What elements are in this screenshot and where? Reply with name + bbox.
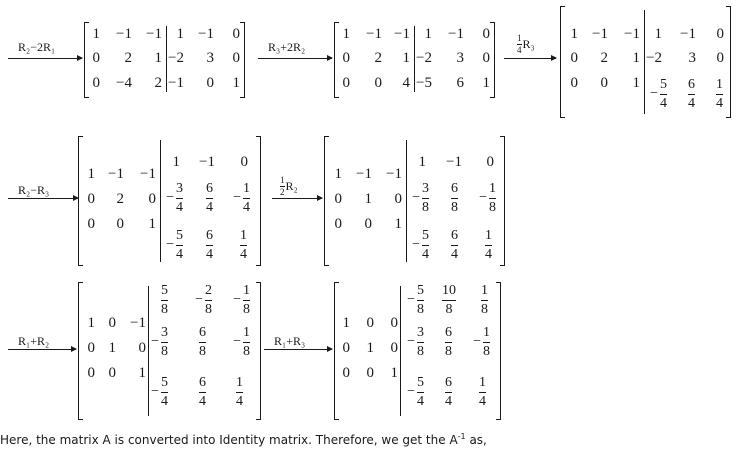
fraction-entry: − 5 4 bbox=[650, 76, 667, 111]
fraction-entry: − 5 4 bbox=[407, 374, 424, 409]
matrix-entry: 0 bbox=[390, 315, 398, 331]
matrix-entry: −1 bbox=[394, 26, 410, 42]
matrix-entry: 1 bbox=[87, 166, 95, 182]
fraction-entry: − 1 8 bbox=[473, 324, 490, 359]
matrix-entry: −1 bbox=[168, 75, 184, 91]
matrix-entry: 1 bbox=[176, 26, 184, 42]
row-operation-label: R₂−R₃ bbox=[18, 183, 50, 197]
row-operation-label: 1 4 R₃ bbox=[517, 33, 535, 55]
matrix-entry: 1 bbox=[92, 26, 100, 42]
arrow-icon bbox=[258, 58, 332, 59]
matrix-entry: −1 bbox=[448, 26, 464, 42]
matrix-entry: 3 bbox=[688, 50, 696, 66]
row-operation-label: R₂−2R₁ bbox=[18, 40, 56, 54]
matrix-entry: 4 bbox=[402, 75, 410, 91]
matrix-entry: −1 bbox=[130, 315, 146, 331]
row-operation-label: 1 2 R₂ bbox=[280, 175, 298, 197]
matrix-entry: 2 bbox=[154, 75, 162, 91]
fraction-entry: 6 8 bbox=[199, 324, 206, 359]
fraction-entry: − 1 8 bbox=[233, 282, 250, 317]
matrix-entry: −1 bbox=[198, 26, 214, 42]
fraction-entry: − 3 4 bbox=[166, 180, 183, 215]
matrix-entry: 0 bbox=[87, 340, 95, 356]
matrix-entry: 1 bbox=[632, 50, 640, 66]
matrix-entry: 0 bbox=[116, 216, 124, 232]
matrix-entry: 1 bbox=[148, 216, 156, 232]
matrix-entry: 0 bbox=[366, 315, 374, 331]
fraction-entry: − 5 8 bbox=[407, 282, 424, 317]
matrix-entry: 0 bbox=[87, 191, 95, 207]
fraction-entry: 6 8 bbox=[451, 180, 458, 215]
matrix-entry: 0 bbox=[366, 365, 374, 381]
fraction-entry: 1 4 bbox=[485, 227, 492, 262]
arrow-icon bbox=[8, 349, 76, 350]
matrix-entry: 2 bbox=[116, 191, 124, 207]
matrix-entry: 0 bbox=[600, 75, 608, 91]
matrix-entry: −2 bbox=[646, 50, 662, 66]
matrix-entry: 0 bbox=[342, 50, 350, 66]
matrix-entry: 0 bbox=[716, 26, 724, 42]
matrix-entry: −1 bbox=[446, 154, 462, 170]
fraction-entry: − 3 8 bbox=[151, 324, 168, 359]
matrix-entry: 0 bbox=[390, 340, 398, 356]
fraction-entry: 6 4 bbox=[206, 180, 213, 215]
matrix-entry: −2 bbox=[168, 50, 184, 66]
fraction-entry: 5 8 bbox=[161, 282, 168, 317]
matrix-entry: 0 bbox=[334, 216, 342, 232]
matrix-entry: 1 bbox=[654, 26, 662, 42]
matrix-entry: 1 bbox=[138, 365, 146, 381]
matrix-entry: −1 bbox=[592, 26, 608, 42]
matrix-entry: 2 bbox=[124, 50, 132, 66]
matrix-entry: −1 bbox=[680, 26, 696, 42]
matrix-entry: 0 bbox=[374, 75, 382, 91]
matrix-entry: −1 bbox=[624, 26, 640, 42]
matrix-entry: 1 bbox=[482, 75, 490, 91]
matrix-entry: 0 bbox=[364, 216, 372, 232]
matrix-entry: 1 bbox=[418, 154, 426, 170]
matrix-entry: 3 bbox=[206, 50, 214, 66]
matrix-entry: 1 bbox=[394, 216, 402, 232]
matrix-entry: 0 bbox=[570, 75, 578, 91]
matrix-entry: 1 bbox=[154, 50, 162, 66]
matrix-entry: 1 bbox=[390, 365, 398, 381]
arrow-icon bbox=[8, 198, 78, 199]
matrix-entry: −1 bbox=[199, 154, 215, 170]
matrix-entry: 0 bbox=[342, 365, 350, 381]
fraction-entry: 6 4 bbox=[206, 227, 213, 262]
matrix-entry: 0 bbox=[240, 154, 248, 170]
fraction-entry: − 5 4 bbox=[166, 227, 183, 262]
fraction-entry: 1 8 bbox=[481, 282, 488, 317]
fraction-entry: 1 4 bbox=[716, 76, 723, 111]
fraction-entry: 6 4 bbox=[199, 374, 206, 409]
arrow-icon bbox=[8, 58, 82, 59]
matrix-entry: 1 bbox=[342, 26, 350, 42]
matrix-entry: −1 bbox=[108, 166, 124, 182]
matrix-entry: 1 bbox=[366, 340, 374, 356]
matrix-entry: 0 bbox=[92, 75, 100, 91]
matrix-entry: 2 bbox=[374, 50, 382, 66]
matrix-entry: 1 bbox=[108, 340, 116, 356]
fraction-entry: 10 8 bbox=[442, 282, 456, 317]
conclusion-text: Here, the matrix A is converted into Identity matrix. Therefore, we get the $A^{-1}$ as, bbox=[0, 432, 487, 447]
fraction-entry: 6 8 bbox=[445, 324, 452, 359]
matrix-entry: 0 bbox=[232, 26, 240, 42]
matrix-entry: −1 bbox=[146, 26, 162, 42]
matrix-entry: 1 bbox=[632, 75, 640, 91]
matrix-entry: −5 bbox=[416, 75, 432, 91]
matrix-entry: 1 bbox=[342, 315, 350, 331]
matrix-entry: 0 bbox=[148, 191, 156, 207]
fraction-entry: − 3 8 bbox=[412, 180, 429, 215]
matrix-entry: 0 bbox=[108, 315, 116, 331]
arrow-icon bbox=[264, 349, 332, 350]
fraction-entry: 1 4 bbox=[236, 374, 243, 409]
matrix-entry: 0 bbox=[92, 50, 100, 66]
matrix-entry: 1 bbox=[364, 191, 372, 207]
matrix-entry: −2 bbox=[416, 50, 432, 66]
matrix-entry: −1 bbox=[386, 166, 402, 182]
matrix-entry: 0 bbox=[87, 365, 95, 381]
matrix-entry: 0 bbox=[716, 50, 724, 66]
matrix-entry: 0 bbox=[570, 50, 578, 66]
matrix-entry: 3 bbox=[456, 50, 464, 66]
matrix-entry: 0 bbox=[108, 365, 116, 381]
fraction-entry: − 5 4 bbox=[151, 374, 168, 409]
matrix-entry: 0 bbox=[482, 26, 490, 42]
row-operation-label: R₁+R₂ bbox=[18, 334, 50, 348]
fraction-entry: − 1 4 bbox=[233, 180, 250, 215]
matrix-entry: 0 bbox=[482, 50, 490, 66]
row-operation-label: R₁+R₃ bbox=[274, 334, 306, 348]
matrix-entry: −4 bbox=[116, 75, 132, 91]
matrix-entry: 1 bbox=[424, 26, 432, 42]
fraction-entry: − 3 8 bbox=[407, 324, 424, 359]
arrow-icon bbox=[272, 198, 322, 199]
matrix-entry: 1 bbox=[172, 154, 180, 170]
matrix-entry: 1 bbox=[87, 315, 95, 331]
fraction-entry: 1 4 bbox=[240, 227, 247, 262]
matrix-entry: 0 bbox=[394, 191, 402, 207]
matrix-entry: 0 bbox=[334, 191, 342, 207]
matrix-entry: 0 bbox=[342, 75, 350, 91]
matrix-entry: 0 bbox=[138, 340, 146, 356]
matrix-entry: 0 bbox=[342, 340, 350, 356]
matrix-entry: −1 bbox=[366, 26, 382, 42]
matrix-entry: 0 bbox=[486, 154, 494, 170]
matrix-entry: 1 bbox=[570, 26, 578, 42]
matrix-entry: −1 bbox=[140, 166, 156, 182]
fraction-entry: − 5 4 bbox=[412, 227, 429, 262]
matrix-entry: 6 bbox=[456, 75, 464, 91]
fraction-entry: 1 4 bbox=[479, 374, 486, 409]
row-operation-label: R₃+2R₂ bbox=[268, 40, 306, 54]
matrix-entry: 0 bbox=[206, 75, 214, 91]
matrix-entry: 2 bbox=[600, 50, 608, 66]
fraction-entry: 6 4 bbox=[688, 76, 695, 111]
matrix-entry: 0 bbox=[87, 216, 95, 232]
fraction-entry: − 1 8 bbox=[233, 324, 250, 359]
matrix-entry: 1 bbox=[402, 50, 410, 66]
arrow-icon bbox=[504, 58, 556, 59]
fraction-entry: − 1 8 bbox=[479, 180, 496, 215]
matrix-entry: −1 bbox=[356, 166, 372, 182]
matrix-entry: 0 bbox=[232, 50, 240, 66]
matrix-entry: 1 bbox=[232, 75, 240, 91]
fraction-entry: 6 4 bbox=[451, 227, 458, 262]
matrix-entry: 1 bbox=[334, 166, 342, 182]
matrix-entry: −1 bbox=[116, 26, 132, 42]
fraction-entry: 6 4 bbox=[445, 374, 452, 409]
fraction-entry: − 2 8 bbox=[195, 282, 212, 317]
